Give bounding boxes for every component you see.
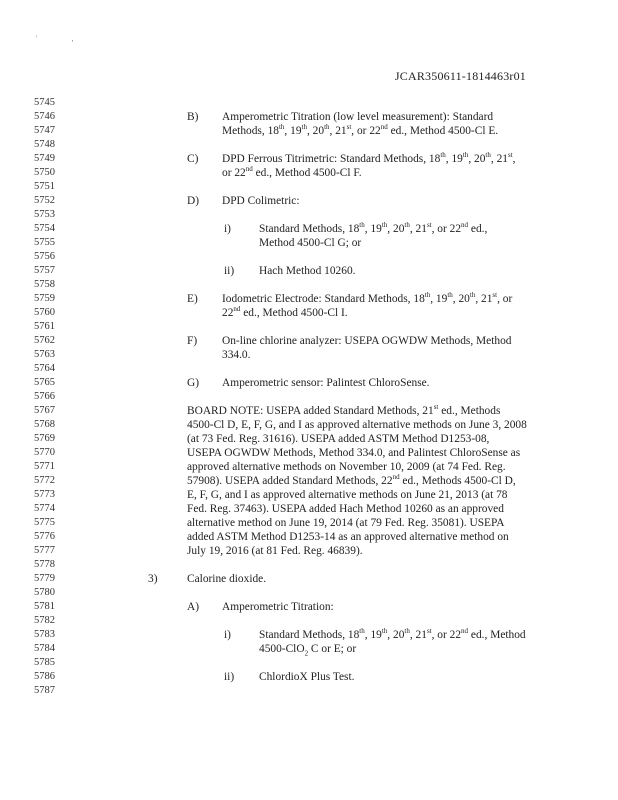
line-number: 5760	[34, 307, 55, 318]
scan-marks	[36, 34, 107, 43]
section-3-a-title: Amperometric Titration:	[222, 601, 334, 613]
line-number: 5783	[34, 629, 55, 640]
item-d-title: DPD Colimetric:	[222, 195, 300, 207]
board-note-line: 4500-Cl D, E, F, G, and I as approved alternative methods on June 3, 2008	[187, 419, 527, 431]
line-number: 5771	[34, 461, 55, 472]
line-number: 5770	[34, 447, 55, 458]
line-number: 5757	[34, 265, 55, 276]
item-c-text-line1: DPD Ferrous Titrimetric: Standard Methods, 18th, 19th, 20th, 21st,	[222, 151, 516, 165]
document-id: JCAR350611-1814463r01	[394, 69, 526, 83]
board-note-line: E, F, G, and I as approved alternative methods on June 21, 2013 (at 78	[187, 489, 508, 501]
board-note-line: USEPA OGWDW Methods, Method 334.0, and Palintest ChloroSense as	[187, 447, 521, 459]
line-number: 5748	[34, 139, 55, 150]
line-number: 5759	[34, 293, 55, 304]
item-g-marker: G)	[187, 377, 200, 389]
section-3-a-i-marker: i)	[224, 629, 231, 641]
line-number: 5751	[34, 181, 55, 192]
line-number: 5775	[34, 517, 55, 528]
line-number: 5782	[34, 615, 55, 626]
line-number: 5746	[34, 111, 55, 122]
board-note-line: July 19, 2016 (at 81 Fed. Reg. 46839).	[187, 545, 363, 557]
line-number: 5772	[34, 475, 55, 486]
line-number: 5756	[34, 251, 55, 262]
line-number: 5767	[34, 405, 55, 416]
board-note-line: approved alternative methods on November 10, 2009 (at 74 Fed. Reg.	[187, 461, 506, 473]
line-number: 5784	[34, 643, 55, 654]
section-3-a-i-text-line2: 4500-ClO$_2$ C or E; or	[259, 643, 357, 658]
line-number: 5781	[34, 601, 55, 612]
item-e-marker: E)	[187, 293, 198, 305]
item-d-i-text-line2: Method 4500-Cl G; or	[259, 237, 362, 249]
section-3-title: Calorine dioxide.	[187, 573, 267, 585]
line-number: 5768	[34, 419, 55, 430]
line-number: 5786	[34, 671, 55, 682]
line-number: 5755	[34, 237, 55, 248]
item-c-text-line2: or 22nd ed., Method 4500-Cl F.	[222, 165, 362, 179]
item-d-ii-marker: ii)	[224, 265, 235, 277]
item-b-marker: B)	[187, 111, 199, 123]
line-number: 5776	[34, 531, 55, 542]
line-number: 5754	[34, 223, 55, 234]
line-number: 5745	[34, 97, 55, 108]
line-number: 5765	[34, 377, 55, 388]
item-b-text-line1: Amperometric Titration (low level measurement): Standard	[222, 111, 494, 123]
line-number: 5773	[34, 489, 55, 500]
line-number: 5777	[34, 545, 55, 556]
item-e-text-line1: Iodometric Electrode: Standard Methods, 18th, 19th, 20th, 21st, or	[222, 291, 513, 305]
item-f-text-line2: 334.0.	[222, 349, 251, 361]
item-f-marker: F)	[187, 335, 198, 347]
item-d-marker: D)	[187, 195, 200, 207]
line-number: 5750	[34, 167, 55, 178]
item-d-ii-text: Hach Method 10260.	[259, 265, 356, 277]
section-3-a-marker: A)	[187, 601, 200, 613]
line-number: 5780	[34, 587, 55, 598]
line-number: 5785	[34, 657, 55, 668]
item-d-i-marker: i)	[224, 223, 231, 235]
line-number: 5766	[34, 391, 55, 402]
item-g-text: Amperometric sensor: Palintest ChloroSense.	[222, 377, 430, 389]
item-f-text-line1: On-line chlorine analyzer: USEPA OGWDW Methods, Method	[222, 335, 512, 347]
board-note-line: Fed. Reg. 37463). USEPA added Hach Method 10260 as an approved	[187, 503, 504, 515]
board-note-line: BOARD NOTE: USEPA added Standard Methods, 21st ed., Methods	[187, 403, 501, 417]
line-number: 5787	[34, 685, 55, 696]
board-note-line: (at 73 Fed. Reg. 31616). USEPA added ASTM Method D1253-08,	[187, 433, 490, 445]
line-number: 5752	[34, 195, 55, 206]
scan-mark: ,	[71, 34, 74, 43]
board-note-line: added ASTM Method D1253-14 as an approved alternative method on	[187, 531, 509, 543]
line-number: 5753	[34, 209, 55, 220]
line-number: 5762	[34, 335, 55, 346]
line-number: 5749	[34, 153, 55, 164]
line-number: 5778	[34, 559, 55, 570]
line-number: 5758	[34, 279, 55, 290]
line-number: 5774	[34, 503, 55, 514]
section-3-a-ii-marker: ii)	[224, 671, 235, 683]
section-3-marker: 3)	[148, 573, 158, 585]
line-number: 5769	[34, 433, 55, 444]
section-3-a-i-text-line1: Standard Methods, 18th, 19th, 20th, 21st, or 22nd ed., Method	[259, 627, 526, 641]
line-number: 5763	[34, 349, 55, 360]
scan-mark: '	[36, 34, 38, 43]
board-note-line: alternative method on June 19, 2014 (at 79 Fed. Reg. 35081). USEPA	[187, 517, 505, 529]
item-c-marker: C)	[187, 153, 199, 165]
section-3-a-ii-text: ChlordioX Plus Test.	[259, 671, 355, 683]
line-number: 5761	[34, 321, 55, 332]
item-e-text-line2: 22nd ed., Method 4500-Cl I.	[222, 305, 348, 319]
item-d-i-text-line1: Standard Methods, 18th, 19th, 20th, 21st, or 22nd ed.,	[259, 221, 488, 235]
item-b-text-line2: Methods, 18th, 19th, 20th, 21st, or 22nd ed., Method 4500-Cl E.	[222, 123, 499, 137]
line-number: 5764	[34, 363, 55, 374]
line-number: 5779	[34, 573, 55, 584]
board-note-line: 57908). USEPA added Standard Methods, 22nd ed., Methods 4500-Cl D,	[187, 473, 516, 487]
line-number: 5747	[34, 125, 55, 136]
